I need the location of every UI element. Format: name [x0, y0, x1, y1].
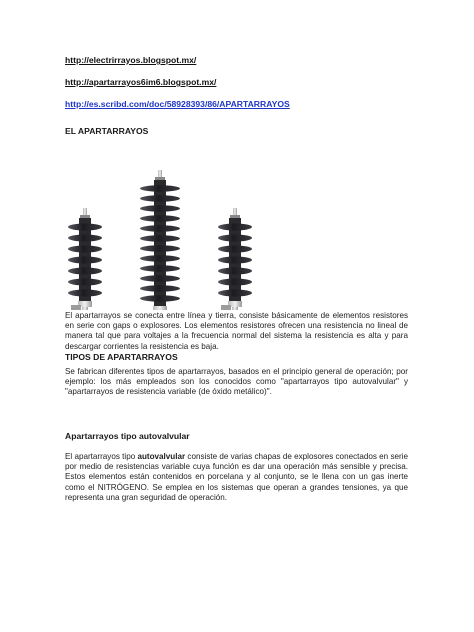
arrester-right-shed	[218, 234, 252, 241]
paragraph-autovalvular-rest: consiste de varias chapas de explosores conectados en serie por medio de resistencias variable cuya función es dar una operación más sensible y precisa. Estos elementos están contenidos en porcelana y al conjunto, se le llena con un gas inerte como el NITRÓGENO. Se emplea en los sistemas que operan a grandes tensiones, ya que representa una gran seguridad de operación.	[65, 452, 408, 502]
arrester-center-shed	[140, 225, 180, 231]
paragraph-autovalvular-bold: autovalvular	[137, 452, 186, 461]
paragraph-tipos: Se fabrican diferentes tipos de apartarrayos, basados en el principio general de operación; por ejemplo: los más empleados son los conocidos como "apartarrayos tipo autovalvular" y "apartarrayos de resistencia variable (de óxido metálico)".	[65, 367, 408, 397]
arrester-right-shed	[218, 267, 252, 274]
arrester-center-shed	[140, 275, 180, 281]
arrester-right-shed	[218, 278, 252, 285]
arrester-center-shed	[140, 255, 180, 261]
arrester-left-shed	[68, 234, 102, 241]
arrester-center-shed	[140, 205, 180, 211]
arrester-left-ground-stud	[82, 307, 88, 310]
arrester-right-shed	[218, 256, 252, 263]
arrester-center-shed	[140, 285, 180, 291]
link-scribd[interactable]: http://es.scribd.com/doc/58928393/86/APARTARRAYOS	[65, 99, 290, 109]
arrester-left-shed	[68, 267, 102, 274]
arrester-left-shed	[68, 278, 102, 285]
heading-tipos: TIPOS DE APARTARRAYOS	[65, 352, 178, 362]
arrester-right-shed	[218, 289, 252, 296]
link-electrirrayos[interactable]: http://electrirrayos.blogspot.mx/	[65, 55, 197, 65]
arrester-center-shed	[140, 245, 180, 251]
paragraph-intro: El apartarrayos se conecta entre línea y tierra, consiste básicamente de elementos resistores en serie con gaps o explosores. Los elementos resistores ofrecen una resistencia no lineal de manera tal que para voltajes a la frecuencia normal del sistema la resistencia es alta y para descargar corrientes la resistencia es baja.	[65, 311, 408, 351]
arrester-left-shed	[68, 223, 102, 230]
arrester-center-shed	[140, 215, 180, 221]
paragraph-autovalvular-lead: El apartarrayos tipo	[65, 452, 138, 461]
arrester-center-shed	[140, 195, 180, 201]
arresters-illustration	[60, 160, 280, 310]
surge-arresters-photo	[60, 160, 280, 310]
link-apartarrayos6im6[interactable]: http://apartarrayos6im6.blogspot.mx/	[65, 77, 217, 87]
arrester-center-shed	[140, 265, 180, 271]
arrester-center-base-cap	[153, 306, 167, 310]
heading-autovalvular: Apartarrayos tipo autovalvular	[65, 431, 190, 441]
arrester-left-shed	[68, 245, 102, 252]
arrester-right-bracket	[221, 305, 231, 310]
arrester-right-ground-stud	[232, 307, 238, 310]
paragraph-autovalvular	[65, 452, 408, 503]
arrester-right-shed	[218, 245, 252, 252]
arrester-left-shed	[68, 256, 102, 263]
arrester-left-shed	[68, 289, 102, 296]
arrester-center-shed	[140, 235, 180, 241]
arrester-right-shed	[218, 223, 252, 230]
arrester-center-shed	[140, 185, 180, 191]
heading-el-apartarrayos: EL APARTARRAYOS	[65, 126, 149, 136]
arrester-left-bracket	[71, 305, 81, 310]
arrester-center-shed	[140, 295, 180, 301]
